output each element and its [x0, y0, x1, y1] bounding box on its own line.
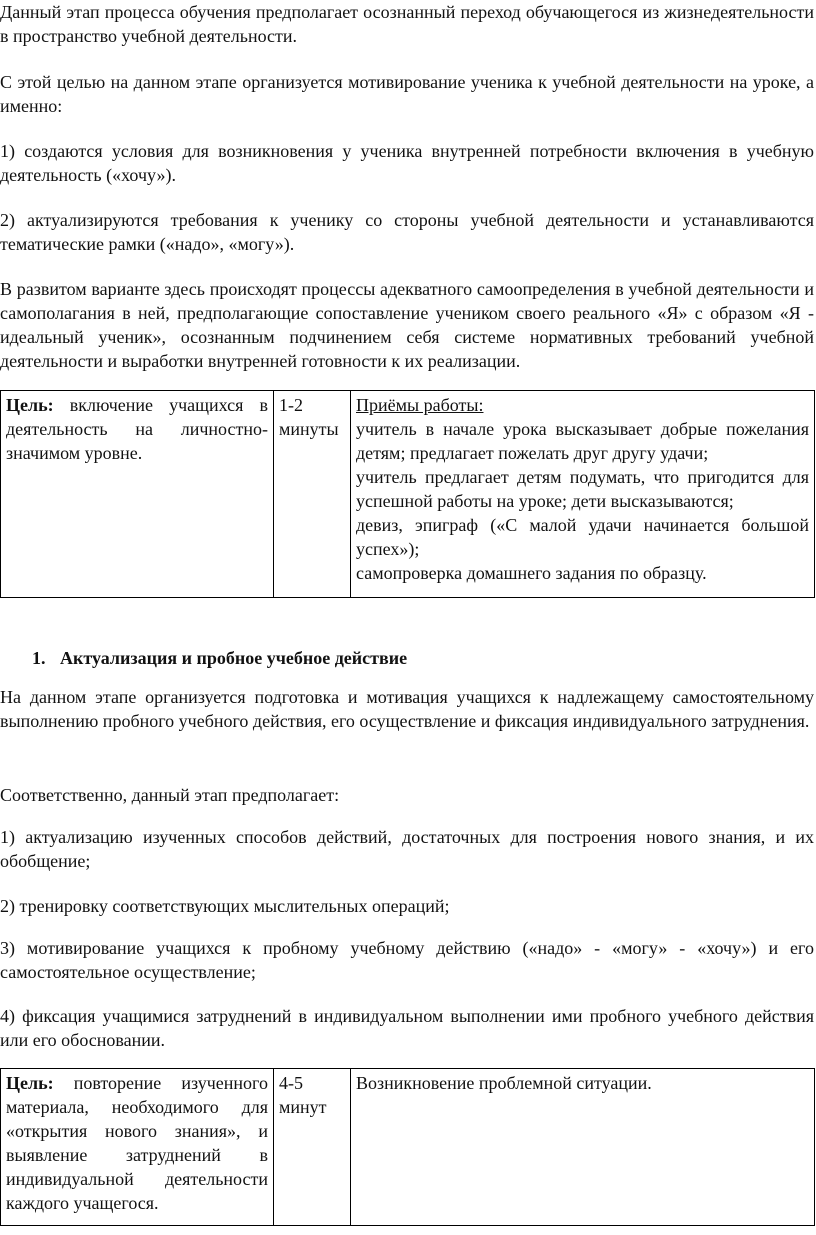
method-item: самопроверка домашнего задания по образцу. — [356, 563, 707, 583]
stage-table-motivation — [0, 390, 815, 598]
section-title: Актуализация и пробное учебное действие — [60, 648, 408, 668]
section-heading — [32, 646, 407, 670]
paragraph-step-4: 4) фиксация учащимися затруднений в индивидуальном выполнении ими пробного учебного действия или его обосновании. — [0, 1006, 814, 1050]
method-item: учитель в начале урока высказывает добрые пожелания детям; предлагает пожелать друг другу удачи; — [356, 419, 809, 463]
section-number: 1. — [32, 648, 46, 668]
paragraph-condition-1: 1) создаются условия для возникновения у ученика внутренней потребности включения в учебную деятельность («хочу»). — [0, 141, 814, 185]
paragraph-step-3: 3) мотивирование учащихся к пробному учебному действию («надо» - «могу» - «хочу») и его самостоятельное осуществление; — [0, 938, 814, 982]
time-cell: 4-5 минут — [274, 1069, 351, 1226]
methods-title: Приёмы работы: — [356, 395, 484, 415]
paragraph-step-2: 2) тренировку соответствующих мыслительных операций; — [0, 896, 450, 916]
paragraph-preparation: На данном этапе организуется подготовка и мотивация учащихся к надлежащему самостоятельному выполнению пробного учебного действия, его осуществление и фиксация индивидуального затруднения. — [0, 687, 814, 731]
table-row — [1, 391, 815, 598]
goal-text: повторение изученного материала, необходимого для «открытия нового знания», и выявление затруднений в индивидуальной деятельности каждого учащегося. — [6, 1073, 268, 1213]
goal-text: включение учащихся в деятельность на личностно-значимом уровне. — [6, 395, 268, 463]
paragraph-motivation-intro: С этой целью на данном этапе организуется мотивирование ученика к учебной деятельности на уроке, а именно: — [0, 72, 814, 116]
paragraph-condition-2: 2) актуализируются требования к ученику со стороны учебной деятельности и устанавливаются тематические рамки («надо», «могу»). — [0, 210, 814, 254]
paragraph-developed-variant: В развитом варианте здесь происходят процессы адекватного самоопределения в учебной деятельности и самополагания в ней, предполагающие сопоставление учеником своего реального «Я» с образом «Я - идеальный ученик», осознанным подчинением себя системе нормативных требований учебной деятельности и выработки внутренней готовности к их реализации. — [0, 279, 814, 371]
goal-cell — [1, 1069, 274, 1226]
time-cell: 1-2 минуты — [274, 391, 351, 598]
paragraph-step-1: 1) актуализацию изученных способов действий, достаточных для построения нового знания, и их обобщение; — [0, 827, 814, 871]
paragraph-assumes: Соответственно, данный этап предполагает: — [0, 785, 340, 805]
goal-label: Цель: — [6, 395, 54, 415]
table-row — [1, 1069, 815, 1226]
method-item: учитель предлагает детям подумать, что пригодится для успешной работы на уроке; дети высказываются; — [356, 467, 809, 511]
content-cell: Возникновение проблемной ситуации. — [351, 1069, 815, 1226]
goal-cell — [1, 391, 274, 598]
paragraph-stage-transition: Данный этап процесса обучения предполагает осознанный переход обучающегося из жизнедеятельности в пространство учебной деятельности. — [0, 2, 814, 46]
methods-cell — [351, 391, 815, 598]
method-item: девиз, эпиграф («С малой удачи начинается большой успех»); — [356, 515, 809, 559]
stage-table-actualization — [0, 1068, 815, 1226]
goal-label: Цель: — [6, 1073, 54, 1093]
